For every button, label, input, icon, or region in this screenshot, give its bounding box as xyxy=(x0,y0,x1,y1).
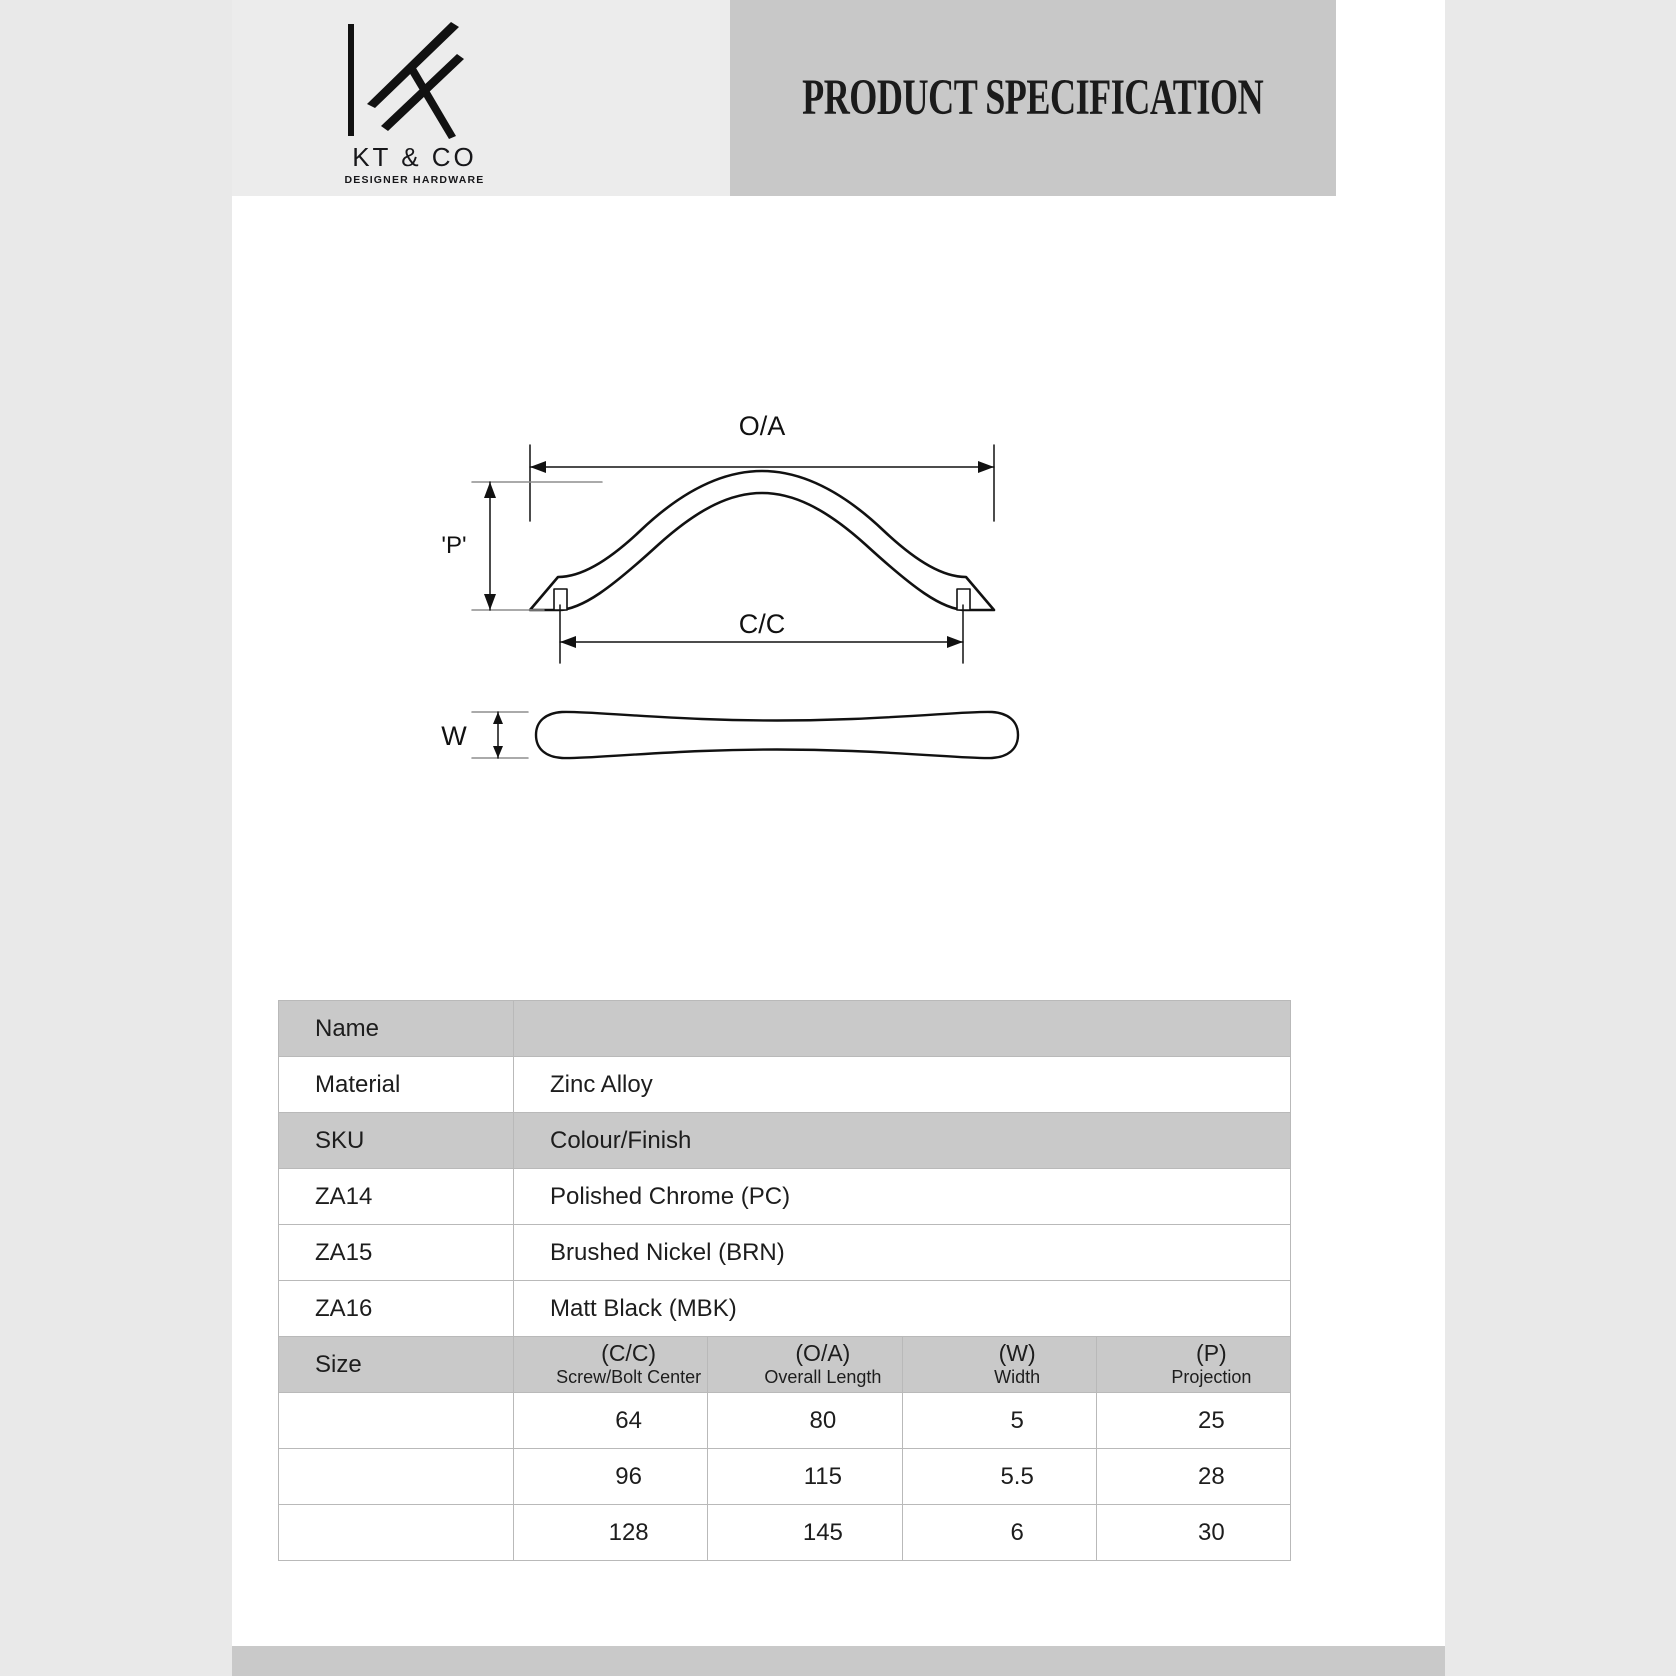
dim-desc-p: Projection xyxy=(1171,1367,1252,1388)
cell-sku-finish-1: Brushed Nickel (BRN) xyxy=(514,1225,1291,1281)
cell-dim-header-p xyxy=(1096,1337,1290,1393)
dim-code-oa: (O/A) xyxy=(795,1340,851,1367)
cell-sku-code-2: ZA16 xyxy=(279,1281,514,1337)
page-sheet xyxy=(232,0,1445,1646)
cell-sku-label: SKU xyxy=(279,1113,514,1169)
dimension-width xyxy=(472,712,528,758)
label-projection: 'P' xyxy=(441,532,467,559)
handle-elevation-profile xyxy=(530,471,994,610)
cell-colour-finish-label: Colour/Finish xyxy=(514,1113,1291,1169)
cell-sku-finish-2: Matt Black (MBK) xyxy=(514,1281,1291,1337)
table-row-sku-za16 xyxy=(279,1281,1291,1337)
cell-dim-header-cc xyxy=(514,1337,708,1393)
table-row-sku-za15 xyxy=(279,1225,1291,1281)
technical-drawing xyxy=(432,405,1092,795)
handle-plan-view xyxy=(536,712,1018,758)
cell-size-blank-1 xyxy=(279,1449,514,1505)
cell-size-cc-0: 64 xyxy=(514,1393,708,1449)
cell-size-oa-2: 145 xyxy=(708,1505,902,1561)
cell-name-value xyxy=(514,1001,1291,1057)
table-row-size-1 xyxy=(279,1449,1291,1505)
dim-desc-w: Width xyxy=(994,1367,1041,1388)
specification-table xyxy=(278,1000,1291,1561)
table-row-size-0 xyxy=(279,1393,1291,1449)
label-center-to-center: C/C xyxy=(738,609,786,639)
dim-code-w: (W) xyxy=(998,1340,1036,1367)
logo-band xyxy=(232,0,730,196)
cell-size-p-2: 30 xyxy=(1096,1505,1290,1561)
table-row-name xyxy=(279,1001,1291,1057)
cell-size-blank-0 xyxy=(279,1393,514,1449)
dim-code-p: (P) xyxy=(1196,1340,1227,1367)
table-row-size-header xyxy=(279,1337,1291,1393)
label-overall-length: O/A xyxy=(738,411,786,441)
cell-size-oa-0: 80 xyxy=(708,1393,902,1449)
table-row-sku-za14 xyxy=(279,1169,1291,1225)
page-header xyxy=(232,0,1445,196)
cell-sku-finish-0: Polished Chrome (PC) xyxy=(514,1169,1291,1225)
cell-size-p-1: 28 xyxy=(1096,1449,1290,1505)
cell-material-label: Material xyxy=(279,1057,514,1113)
cell-material-value: Zinc Alloy xyxy=(514,1057,1291,1113)
cell-sku-code-1: ZA15 xyxy=(279,1225,514,1281)
dim-desc-cc: Screw/Bolt Center xyxy=(556,1367,702,1388)
label-width: W xyxy=(441,721,467,751)
cell-sku-code-0: ZA14 xyxy=(279,1169,514,1225)
page-footer-band xyxy=(232,1646,1445,1676)
cell-dim-header-oa xyxy=(708,1337,902,1393)
logo-wordmark: KT & CO xyxy=(352,142,477,172)
title-band xyxy=(730,0,1336,196)
kt-monogram-icon xyxy=(335,18,475,140)
cell-size-label: Size xyxy=(279,1337,514,1393)
cell-size-blank-2 xyxy=(279,1505,514,1561)
cell-dim-header-w xyxy=(902,1337,1096,1393)
cell-size-cc-2: 128 xyxy=(514,1505,708,1561)
table-row-size-2 xyxy=(279,1505,1291,1561)
cell-name-label: Name xyxy=(279,1001,514,1057)
cell-size-w-0: 5 xyxy=(902,1393,1096,1449)
page-title: PRODUCT SPECIFICATION xyxy=(802,69,1264,127)
table-row-sku-header xyxy=(279,1113,1291,1169)
cell-size-cc-1: 96 xyxy=(514,1449,708,1505)
cell-size-p-0: 25 xyxy=(1096,1393,1290,1449)
cell-size-oa-1: 115 xyxy=(708,1449,902,1505)
dim-code-cc: (C/C) xyxy=(601,1340,657,1367)
cell-size-w-2: 6 xyxy=(902,1505,1096,1561)
table-row-material xyxy=(279,1057,1291,1113)
cell-size-w-1: 5.5 xyxy=(902,1449,1096,1505)
brand-logo xyxy=(317,18,512,190)
logo-tagline: DESIGNER HARDWARE xyxy=(344,174,485,186)
dim-desc-oa: Overall Length xyxy=(764,1367,882,1388)
